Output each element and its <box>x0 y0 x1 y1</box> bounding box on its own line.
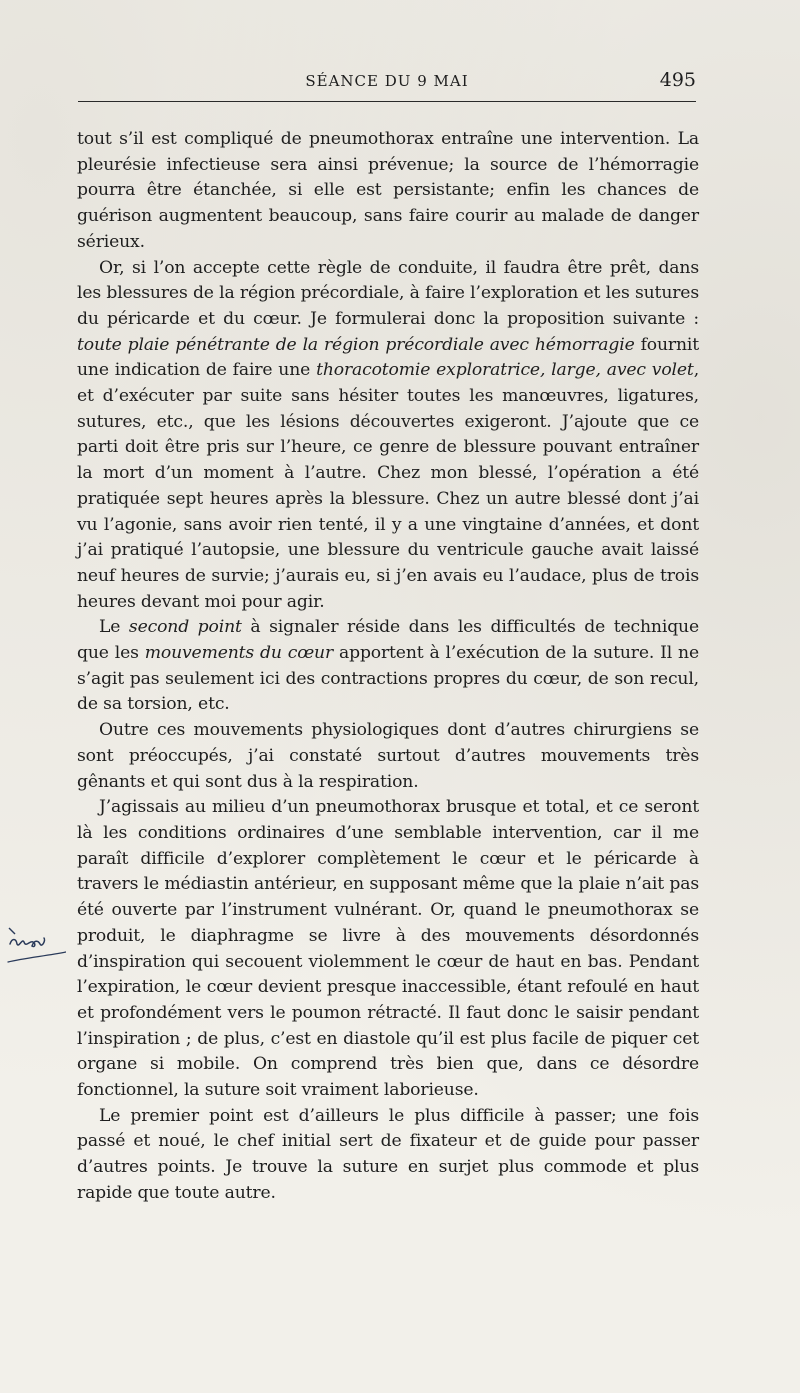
text-run: à signaler réside dans les difficultés de technique que les <box>77 617 699 664</box>
header-rule <box>78 101 696 102</box>
handwritten-margin-note <box>6 922 66 970</box>
running-title: SÉANCE DU 9 MAI <box>305 72 469 90</box>
paragraph <box>77 795 699 1103</box>
italic-run: second point <box>128 617 242 638</box>
paragraph <box>77 615 699 718</box>
paragraph <box>77 1104 699 1207</box>
text-run: Or, si l’on accepte cette règle de conduite, il faudra être prêt, dans les blessures de la région précordiale, à faire l’exploration et les sutures du péricarde et du cœur. Je formulerai donc la proposition suivante : <box>77 257 699 329</box>
page-header <box>78 66 696 96</box>
italic-run: toute plaie pénétrante de la région précordiale avec hémorragie <box>77 334 635 355</box>
italic-run: thoracotomie exploratrice, large, avec volet <box>316 360 694 381</box>
italic-run: mouvements du cœur <box>144 643 334 664</box>
text-run: tout s’il est compliqué de pneumothorax entraîne une intervention. La pleurésie infectieuse sera ainsi prévenue; la source de l’hémorragie pourra être étanchée, si elle est persistante; enfin les chances de guérison augmentent beaucoup, sans faire courir au malade de danger sérieux. <box>77 129 699 252</box>
paragraph <box>77 718 699 795</box>
text-run: Le premier point est d’ailleurs le plus difficile à passer; une fois passé et noué, le chef initial sert de fixateur et de guide pour passer d’autres points. Je trouve la suture en surjet plus commode et plus rapide que toute autre. <box>77 1105 699 1203</box>
paragraph <box>77 127 699 256</box>
paragraph <box>77 256 699 616</box>
page-number: 495 <box>659 69 696 91</box>
text-run: apportent à l’exécution de la suture. Il ne s’agit pas seulement ici des contractions propres du cœur, de son recul, de sa torsion, etc. <box>77 643 699 715</box>
text-run: Le <box>99 617 129 638</box>
text-run: Outre ces mouvements physiologiques dont d’autres chirurgiens se sont préoccupés, j’ai constaté surtout d’autres mouvements très gênants et qui sont dus à la respiration. <box>77 720 699 792</box>
text-run: , et d’exécuter par suite sans hésiter toutes les manœuvres, ligatures, sutures, etc., que les lésions découvertes exigeront. J’ajoute que ce parti doit être pris sur l’heure, ce genre de blessure pouvant entraîner la mort d’un moment à l’autre. Chez mon blessé, l’opération a été pratiquée sept heures après la blessure. Chez un autre blessé dont j’ai vu l’agonie, sans avoir rien tenté, il y a une vingtaine d’années, et dont j’ai pratiqué l’autopsie, une blessure du ventricule gauche avait laissé neuf heures de survie; j’aurais eu, si j’en avais eu l’audace, plus de trois heures devant moi pour agir. <box>77 360 700 612</box>
body-text <box>77 127 699 1207</box>
text-run: fournit une indication de faire une <box>77 334 699 381</box>
text-run: J’agissais au milieu d’un pneumothorax brusque et total, et ce seront là les conditions ordinaires d’une semblable intervention, car il me paraît difficile d’explorer complètement le cœur et le péricarde à travers le médiastin antérieur, en supposant même que la plaie n’ait pas été ouverte par l’instrument vulnérant. Or, quand le pneumothorax se produit, le diaphragme se livre à des mouvements désordonnés d’inspiration qui secouent violemment le cœur de haut en bas. Pendant l’expiration, le cœur devient presque inaccessible, étant refoulé en haut et profondément vers le poumon rétracté. Il faut donc le saisir pendant l’inspiration ; de plus, c’est en diastole qu’il est plus facile de piquer cet organe si mobile. On comprend très bien que, dans ce désordre fonctionnel, la suture soit vraiment laborieuse. <box>77 797 699 1101</box>
